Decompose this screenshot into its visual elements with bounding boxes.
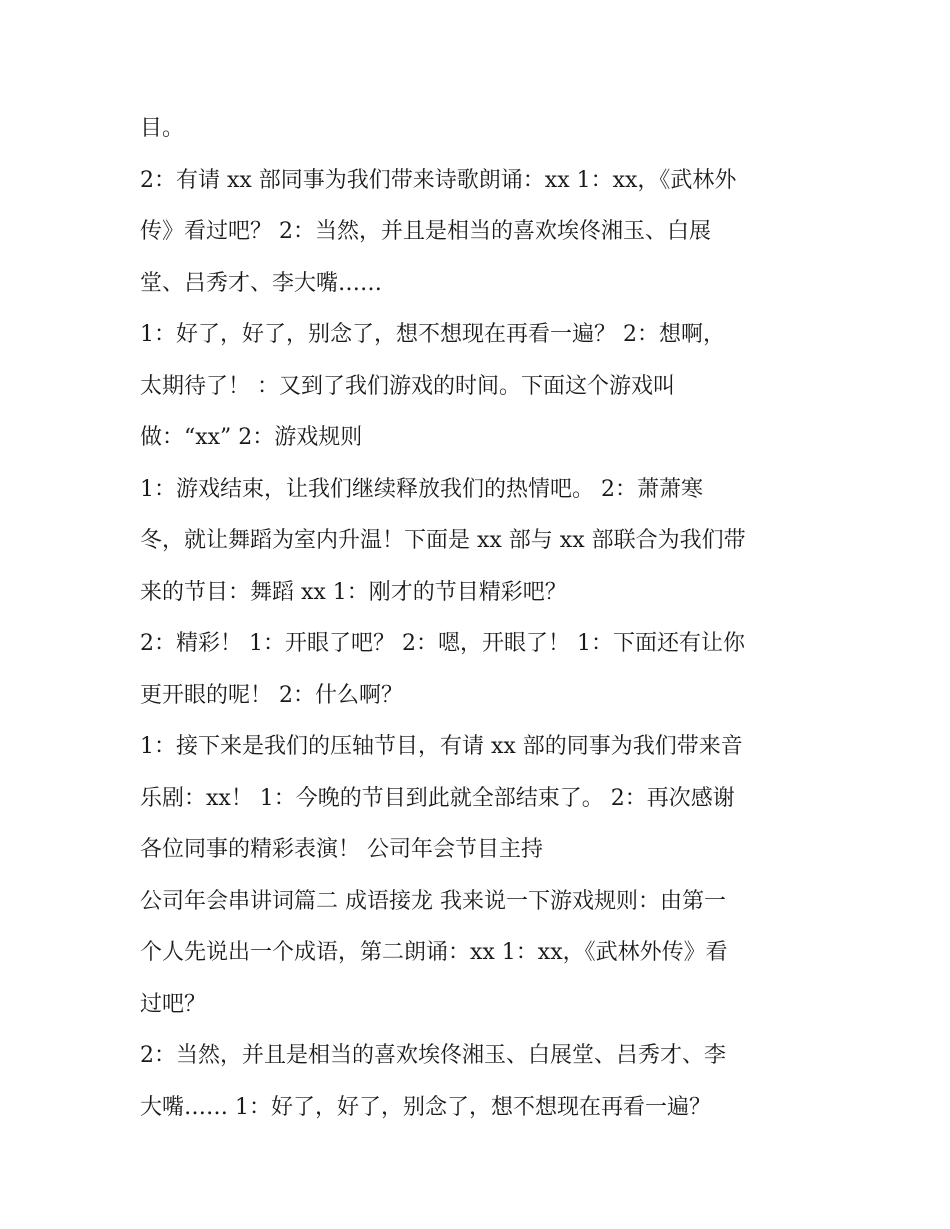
text-line: 太期待了！ ：又到了我们游戏的时间。下面这个游戏叫 bbox=[140, 373, 675, 399]
text-line: 来的节目：舞蹈 xx 1：刚才的节目精彩吧？ bbox=[140, 579, 567, 605]
document-body bbox=[140, 103, 820, 1133]
text-line: 个人先说出一个成语，第二朗诵：xx 1：xx，《武林外传》看 bbox=[140, 940, 728, 965]
text-line: 1：接下来是我们的压轴节目，有请 xx 部的同事为我们带来音 bbox=[140, 734, 743, 759]
text-line: 过吧？ bbox=[140, 991, 207, 1017]
text-line: 目。 bbox=[140, 116, 185, 141]
text-line: 公司年会串讲词篇二 成语接龙 我来说一下游戏规则：由第一 bbox=[140, 888, 726, 914]
text-line: 大嘴…… 1：好了，好了，别念了，想不想现在再看一遍？ bbox=[140, 1094, 711, 1120]
text-line: 2：精彩！ 1：开眼了吧？ 2：嗯，开眼了！ 1：下面还有让你 bbox=[140, 631, 745, 656]
text-line: 堂、吕秀才、李大嘴…… bbox=[140, 270, 383, 296]
text-line: 2：有请 xx 部同事为我们带来诗歌朗诵：xx 1：xx，《武林外 bbox=[140, 167, 737, 193]
text-line: 做：“xx” 2：游戏规则 bbox=[140, 425, 363, 450]
text-line: 冬，就让舞蹈为室内升温！下面是 xx 部与 xx 部联合为我们带 bbox=[140, 528, 746, 553]
text-line: 各位同事的精彩表演！ 公司年会节目主持 bbox=[140, 837, 543, 862]
text-line: 1：好了，好了，别念了，想不想现在再看一遍？ 2：想啊， bbox=[140, 322, 725, 347]
text-line: 2：当然，并且是相当的喜欢埃佟湘玉、白展堂、吕秀才、李 bbox=[140, 1043, 726, 1068]
text-line: 乐剧：xx！ 1：今晚的节目到此就全部结束了。 2：再次感谢 bbox=[140, 785, 735, 811]
text-line: 更开眼的呢！ 2：什么啊？ bbox=[140, 682, 403, 708]
text-line: 传》看过吧？ 2：当然，并且是相当的喜欢埃佟湘玉、白展 bbox=[140, 219, 711, 244]
text-line: 1：游戏结束，让我们继续释放我们的热情吧。 2：萧萧寒 bbox=[140, 476, 703, 502]
